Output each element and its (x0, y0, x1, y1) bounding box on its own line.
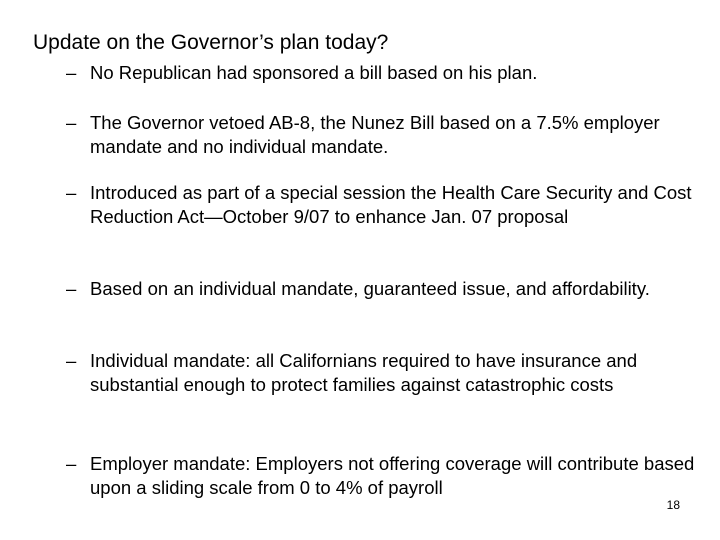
bullet-dash: – (66, 62, 77, 83)
bullet-text: Individual mandate: all Californians required to have insurance and substantial enough to protect families against catastrophic costs (90, 350, 638, 395)
bullet-item (66, 349, 706, 397)
bullet-item (66, 181, 706, 229)
bullet-text: The Governor vetoed AB-8, the Nunez Bill based on a 7.5% employer mandate and no individual mandate. (90, 112, 660, 157)
bullet-text: Based on an individual mandate, guaranteed issue, and affordability. (90, 278, 650, 299)
bullet-text: Employer mandate: Employers not offering coverage will contribute based upon a sliding scale from 0 to 4% of payroll (90, 453, 695, 498)
bullet-dash: – (66, 453, 77, 474)
bullet-text: Introduced as part of a special session the Health Care Security and Cost Reduction Act—October 9/07 to enhance Jan. 07 proposal (90, 182, 692, 227)
bullet-item (66, 61, 706, 85)
slide-heading: Update on the Governor’s plan today? (33, 31, 389, 54)
bullet-dash: – (66, 350, 77, 371)
bullet-item (66, 111, 706, 159)
page-number: 18 (666, 498, 680, 512)
bullet-text: No Republican had sponsored a bill based on his plan. (90, 62, 538, 83)
bullet-item (66, 452, 706, 500)
bullet-dash: – (66, 112, 77, 133)
bullet-dash: – (66, 182, 77, 203)
bullet-dash: – (66, 278, 77, 299)
bullet-item (66, 277, 706, 301)
